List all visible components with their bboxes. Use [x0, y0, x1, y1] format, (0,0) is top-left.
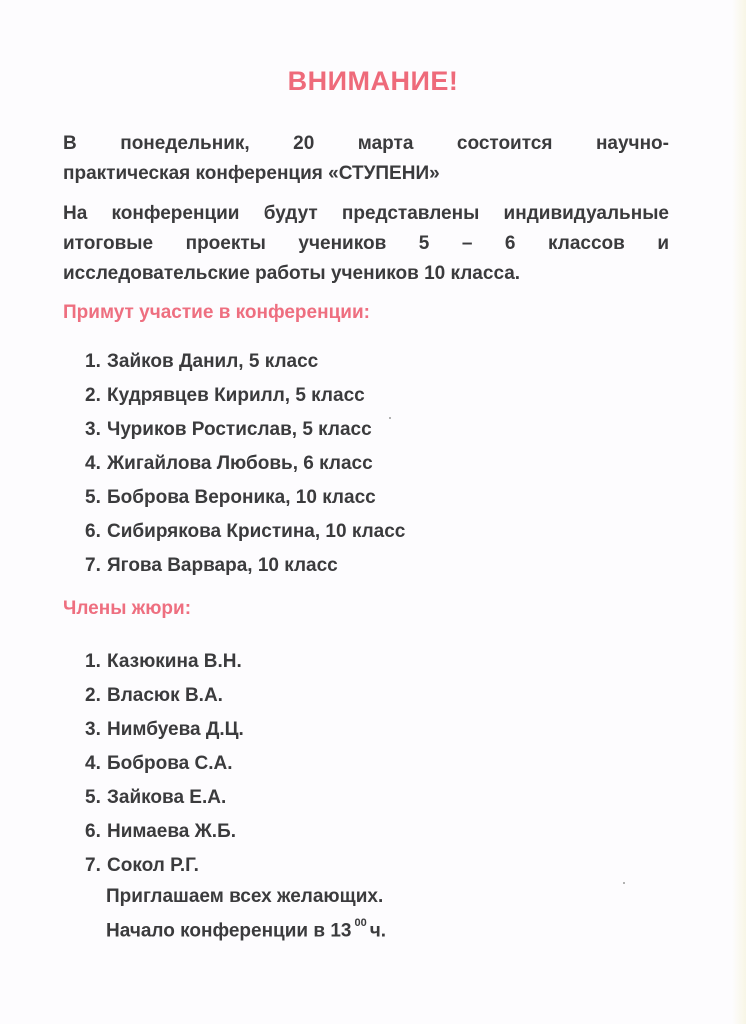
- description-paragraph: [63, 199, 669, 289]
- jury-member-name: Зайкова Е.А.: [107, 787, 227, 808]
- participants-list: [85, 345, 405, 583]
- scan-page-edge: [732, 0, 746, 1024]
- participant-name: Ягова Варвара, 10 класс: [107, 555, 338, 576]
- page-title: ВНИМАНИЕ!: [287, 66, 459, 96]
- start-time-prefix: Начало конференции в 13: [106, 920, 352, 942]
- list-item: [85, 549, 405, 583]
- jury-member-name: Нимбуева Д.Ц.: [107, 719, 244, 740]
- jury-member-name: Власюк В.А.: [107, 685, 223, 706]
- participant-name: Кудрявцев Кирилл, 5 класс: [107, 385, 365, 406]
- jury-heading: Члены жюри:: [63, 598, 192, 619]
- start-time-text: [106, 917, 387, 942]
- description-line-2: итоговые проекты учеников 5 – 6 классов и: [63, 233, 669, 254]
- item-number: 6.: [85, 821, 101, 842]
- item-number: 1.: [85, 651, 101, 672]
- list-item: [85, 815, 244, 849]
- jury-member-name: Боброва С.А.: [107, 753, 233, 774]
- participant-name: Жигайлова Любовь, 6 класс: [107, 453, 373, 474]
- scan-speck: [623, 882, 625, 884]
- participant-name: Зайков Данил, 5 класс: [107, 351, 319, 372]
- intro-line-2: практическая конференция «СТУПЕНИ»: [63, 163, 440, 184]
- list-item: [85, 849, 244, 883]
- start-time-suffix: ч.: [369, 920, 387, 942]
- item-number: 3.: [85, 719, 101, 740]
- start-time-minutes: 00: [354, 917, 367, 929]
- list-item: [85, 679, 244, 713]
- intro-line-1: В понедельник, 20 марта состоится научно-: [63, 133, 669, 154]
- list-item: [85, 481, 405, 515]
- item-number: 5.: [85, 787, 101, 808]
- list-item: [85, 713, 244, 747]
- invitation-text: Приглашаем всех желающих.: [106, 886, 384, 907]
- list-item: [85, 747, 244, 781]
- item-number: 7.: [85, 555, 101, 576]
- list-item: [85, 379, 405, 413]
- jury-list: [85, 645, 244, 883]
- jury-member-name: Нимаева Ж.Б.: [107, 821, 237, 842]
- item-number: 1.: [85, 351, 101, 372]
- item-number: 6.: [85, 521, 101, 542]
- list-item: [85, 781, 244, 815]
- list-item: [85, 645, 244, 679]
- list-item: [85, 447, 405, 481]
- description-line-3: исследовательские работы учеников 10 класса.: [63, 263, 521, 284]
- list-item: [85, 345, 405, 379]
- item-number: 4.: [85, 753, 101, 774]
- participant-name: Боброва Вероника, 10 класс: [107, 487, 376, 508]
- list-item: [85, 515, 405, 549]
- item-number: 2.: [85, 385, 101, 406]
- scan-speck: [389, 417, 391, 419]
- participants-heading: Примут участие в конференции:: [63, 302, 370, 323]
- item-number: 5.: [85, 487, 101, 508]
- jury-member-name: Казюкина В.Н.: [107, 651, 242, 672]
- description-line-1: На конференции будут представлены индивидуальные: [63, 203, 669, 224]
- item-number: 3.: [85, 419, 101, 440]
- participant-name: Сибирякова Кристина, 10 класс: [107, 521, 406, 542]
- jury-member-name: Сокол Р.Г.: [107, 855, 199, 876]
- item-number: 7.: [85, 855, 101, 876]
- item-number: 2.: [85, 685, 101, 706]
- item-number: 4.: [85, 453, 101, 474]
- participant-name: Чуриков Ростислав, 5 класс: [107, 419, 372, 440]
- intro-paragraph: [63, 129, 669, 189]
- list-item: [85, 413, 405, 447]
